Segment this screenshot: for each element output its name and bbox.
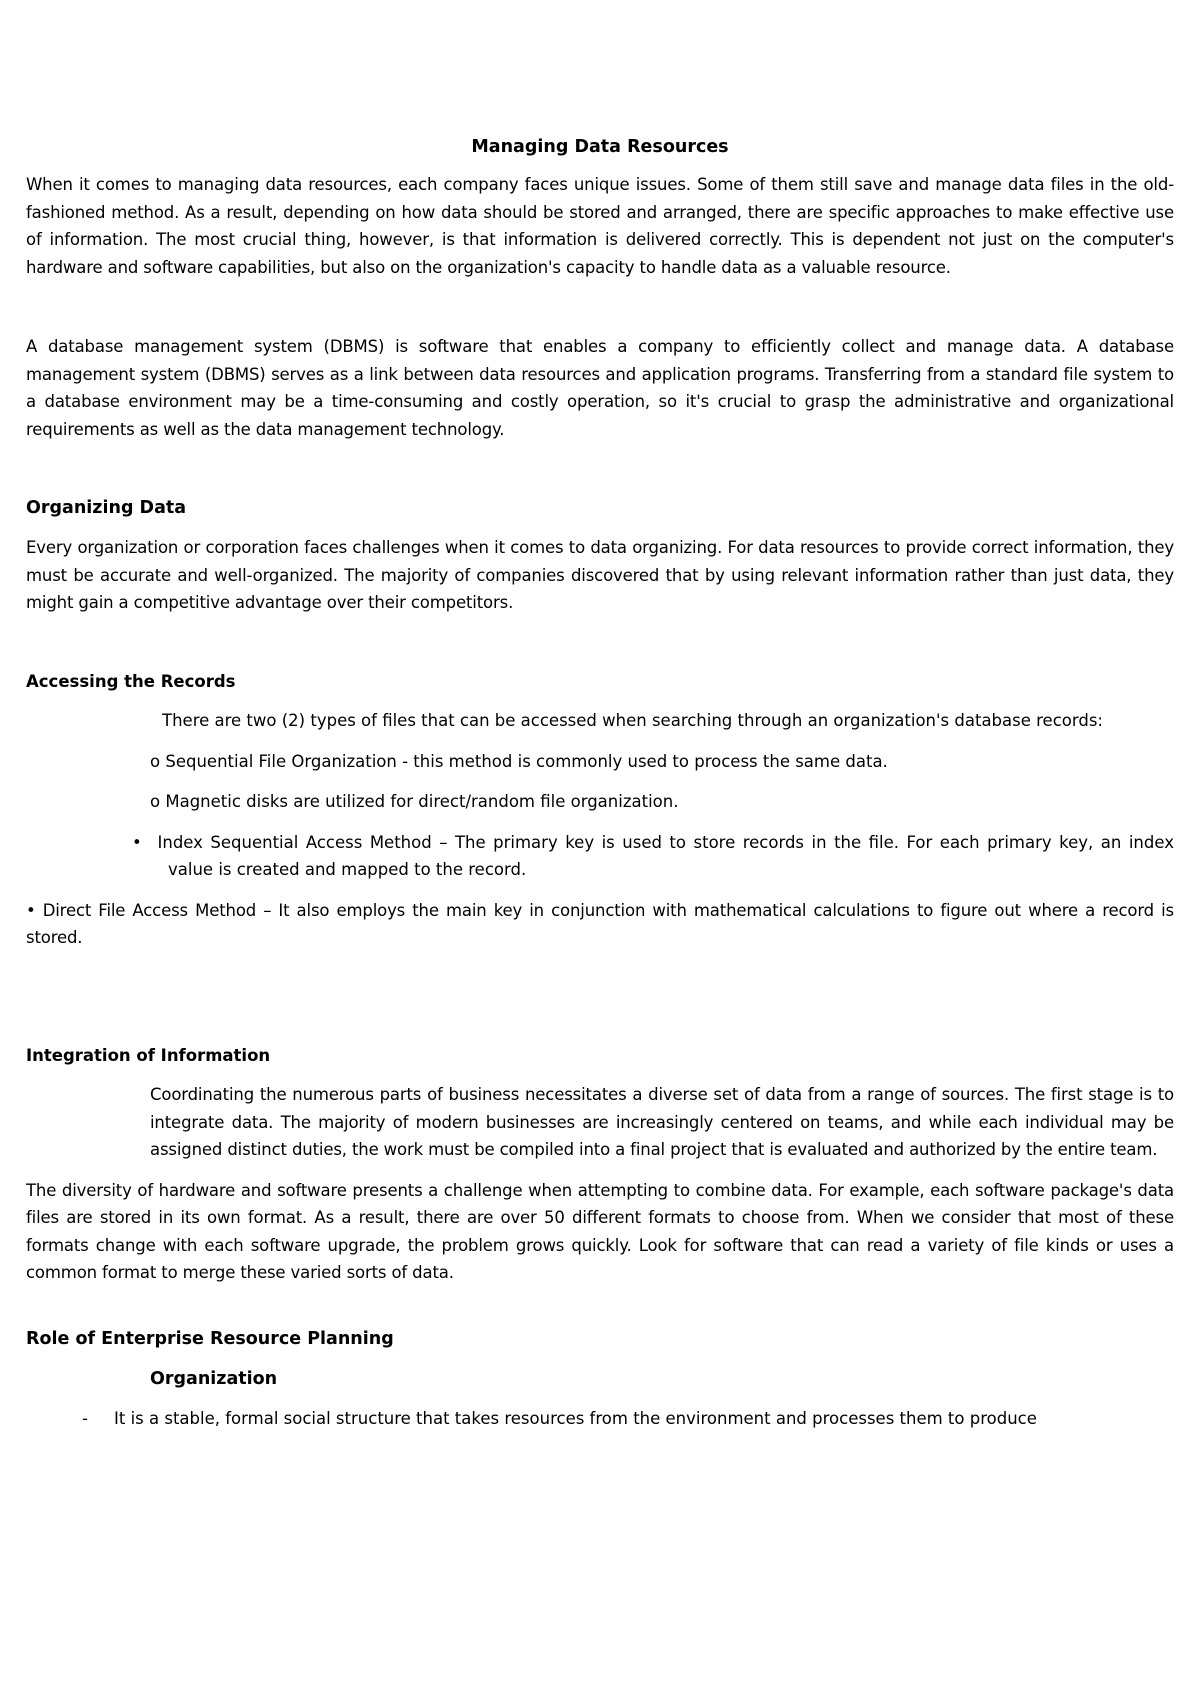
list-item [26,788,1174,816]
circle-bullet-icon: o [150,792,161,811]
erp-heading: Role of Enterprise Resource Planning [26,1328,394,1349]
list-item: • Index Sequential Access Method – The primary key is used to store records in the file. For each primary key, an index value is created and mapped to the record. [132,832,1174,879]
list-item-text: Magnetic disks are utilized for direct/random file organization. [165,792,679,811]
organizing-data-paragraph: Every organization or corporation faces challenges when it comes to data organizing. For data resources to provide correct information, they must be accurate and well-organized. The majority of companies discovered that by using relevant information rather than just data, they might gain a competitive advantage over their competitors. [26,538,1174,612]
accessing-records-heading: Accessing the Records [26,671,236,691]
list-item [26,748,1174,776]
list-item [26,1405,1174,1433]
intro-paragraph-1: When it comes to managing data resources, each company faces unique issues. Some of them still save and manage data files in the old-fashioned method. As a result, depending on how data should be stored and arranged, there are specific approaches to make effective use of information. The most crucial thing, however, is that information is delivered correctly. This is dependent not just on the computer's hardware and software capabilities, but also on the organization's capacity to handle data as a valuable resource. [26,175,1174,277]
direct-file-access-paragraph: • Direct File Access Method – It also employs the main key in conjunction with mathematical calculations to figure out where a record is stored. [26,900,1174,947]
organization-subheading: Organization [150,1368,278,1389]
circle-bullet-icon: o [150,751,161,771]
document-title: Managing Data Resources [471,137,729,157]
list-item-text: It is a stable, formal social structure that takes resources from the environment and processes them to produce [114,1408,1037,1428]
integration-paragraph-2: The diversity of hardware and software presents a challenge when attempting to combine data. For example, each software package's data files are stored in its own format. As a result, there are over 50 different formats to choose from. When we consider that most of these formats change with each software upgrade, the problem grows quickly. Look for software that can read a variety of file kinds or uses a common format to merge these varied sorts of data. [26,1180,1174,1282]
list-item-text: Index Sequential Access Method – The primary key is used to store records in the file. For each primary key, an index value is created and mapped to the record. [157,832,1174,879]
accessing-records-intro: There are two (2) types of files that can be accessed when searching through an organization's database records: [162,711,1103,730]
integration-paragraph-1: Coordinating the numerous parts of business necessitates a diverse set of data from a range of sources. The first stage is to integrate data. The majority of modern businesses are increasingly centered on teams, and while each individual may be assigned distinct duties, the work must be compiled into a final project that is evaluated and authorized by the entire team. [150,1085,1174,1159]
integration-heading: Integration of Information [26,1045,271,1065]
organizing-data-heading: Organizing Data [26,498,187,518]
intro-paragraph-2: A database management system (DBMS) is software that enables a company to efficiently collect and manage data. A database management system (DBMS) serves as a link between data resources and application programs. Transferring from a standard file system to a database environment may be a time-consuming and costly operation, so it's crucial to grasp the administrative and organizational requirements as well as the data management technology. [26,337,1174,439]
list-item-text: Sequential File Organization - this method is commonly used to process the same data. [165,751,888,771]
dash-bullet-icon: - [82,1408,88,1428]
